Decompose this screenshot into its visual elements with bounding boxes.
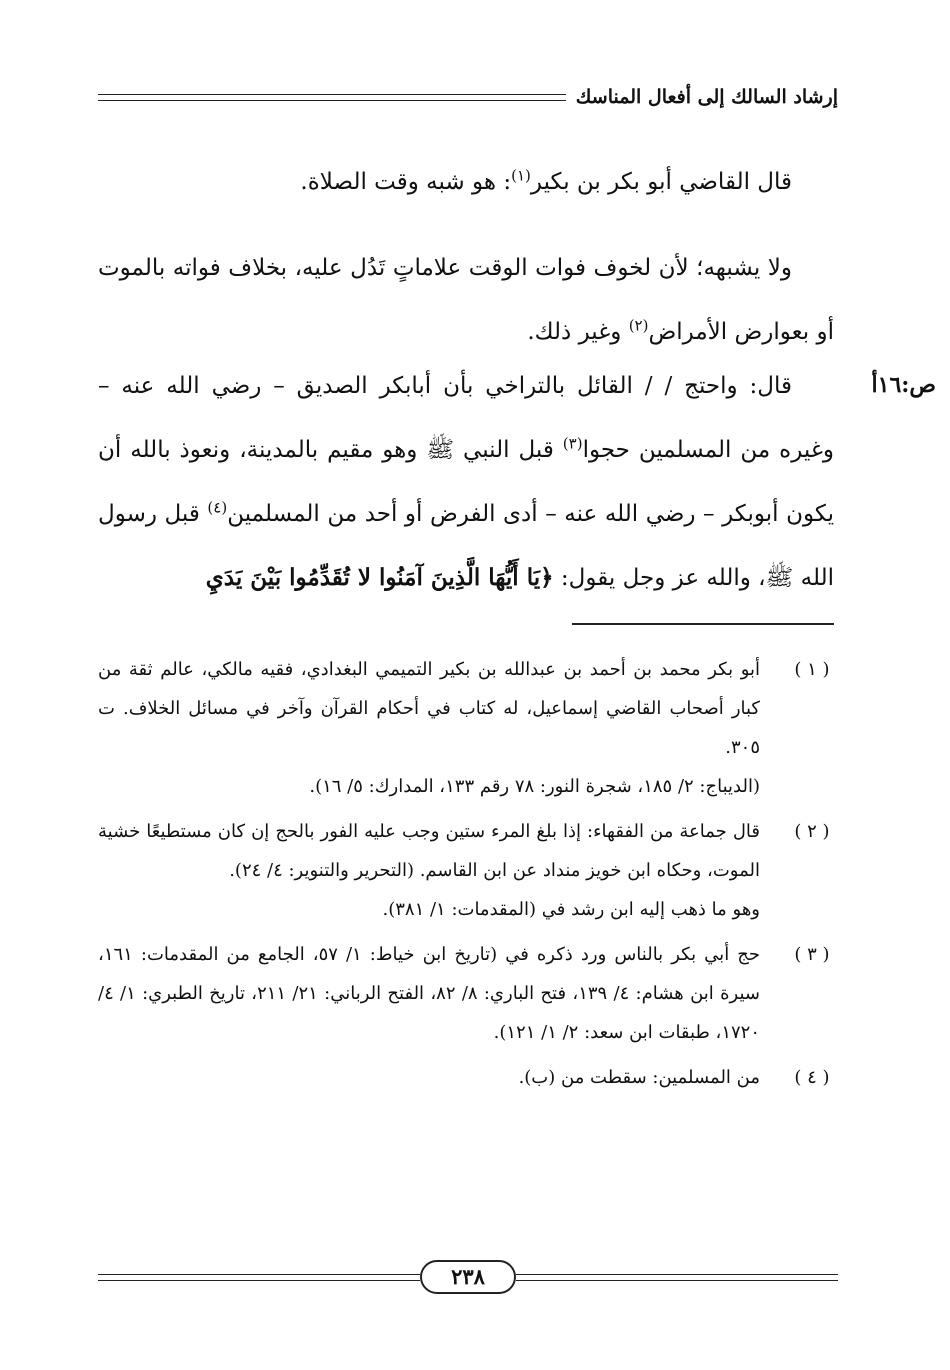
page-footer [98,1260,838,1300]
footnote-ref-2: (٢) [628,316,649,335]
footnote-1 [98,650,838,806]
footnote-ref-1: (١) [511,166,531,185]
footnotes [98,650,838,1097]
footer-rule-left [98,1274,420,1281]
footnote-text: قال جماعة من الفقهاء: إذا بلغ المرء ستين وجب عليه الفور بالحج إن كان مستطيعًا خشية الموت، وحكاه ابن خويز منداد عن ابن القاسم. (التحرير والتنوير: ٤/ ٢٤). [98,821,760,881]
footnote-2 [98,812,838,929]
manuscript-folio-note: ص:١٦أ [871,372,936,398]
page-number: ٢٣٨ [420,1260,516,1294]
paragraph-3-text-c: قبل رسول الله ﷺ، والله عز وجل يقول: [98,501,834,591]
paragraph-1-text-end: : هو شبه وقت الصلاة. [300,169,512,195]
paragraph-3-text-a: قال: واحتج / / القائل بالتراخي بأن أبابكر الصديق – رضي الله عنه – وغيره من المسلمين حجوا [98,373,834,463]
footnote-number: ( ٣ ) [794,944,830,965]
footnote-text: أبو بكر محمد بن أحمد بن عبدالله بن بكير التميمي البغدادي، فقيه مالكي، عالم ثقة من كبار أصحاب القاضي إسماعيل، له كتاب في أحكام القرآن وآخر في مسائل الخلاف. ت ٣٠٥. [98,659,761,758]
footnote-4 [98,1058,838,1097]
quran-verse: ﴿يَا أَيُّهَا الَّذِينَ آمَنُوا لا تُقَدِّمُوا بَيْنَ يَدَيِ [205,564,554,591]
footnote-number: ( ٤ ) [794,1067,830,1088]
running-header-title: إرشاد السالك إلى أفعال المناسك [575,86,838,108]
paragraph-2-text: ولا يشبهه؛ لأن لخوف فوات الوقت علاماتٍ تَدُل عليه، بخلاف فواته بالموت أو بعوارض الأمراض [98,255,834,345]
footnote-ref-4: (٤) [207,498,228,517]
footnote-source: (الديباج: ٢/ ١٨٥، شجرة النور: ٧٨ رقم ١٣٣، المدارك: ٥/ ١٦). [309,776,760,797]
footnote-source: وهو ما ذهب إليه ابن رشد في (المقدمات: ١/ ٣٨١). [382,899,760,920]
paragraph-1 [98,150,834,214]
paragraph-2 [98,236,834,364]
footnote-number: ( ٢ ) [794,821,830,842]
paragraph-2-text-end: وغير ذلك. [527,319,629,345]
footer-rule-right [516,1274,838,1281]
paragraph-3 [98,354,834,610]
paragraph-1-text: قال القاضي أبو بكر بن بكير [530,169,792,195]
footnote-separator [572,623,834,625]
footnote-text: من المسلمين: سقطت من (ب). [518,1067,760,1088]
footnote-ref-3: (٣) [562,434,583,453]
running-header [98,80,838,114]
header-rule [98,94,566,101]
footnote-text: حج أبي بكر بالناس ورد ذكره في (تاريخ ابن خياط: ١/ ٥٧، الجامع من المقدمات: ١٦١، سيرة ابن هشام: ٤/ ١٣٩، فتح الباري: ٨/ ٨٢، الفتح الرباني: ٢١/ ٢١١، تاريخ الطبري: ١/ ٤/ ١٧٢٠، طبقات ابن سعد: ٢/ ١/ ١٢١). [98,944,760,1043]
paragraph-3-text-b: قبل النبي ﷺ وهو مقيم بالمدينة، ونعوذ بالله أن يكون أبوبكر – رضي الله عنه – أدى الفرض أو أحد من المسلمين [98,437,834,527]
footnote-3 [98,935,838,1052]
footnote-number: ( ١ ) [794,659,830,680]
